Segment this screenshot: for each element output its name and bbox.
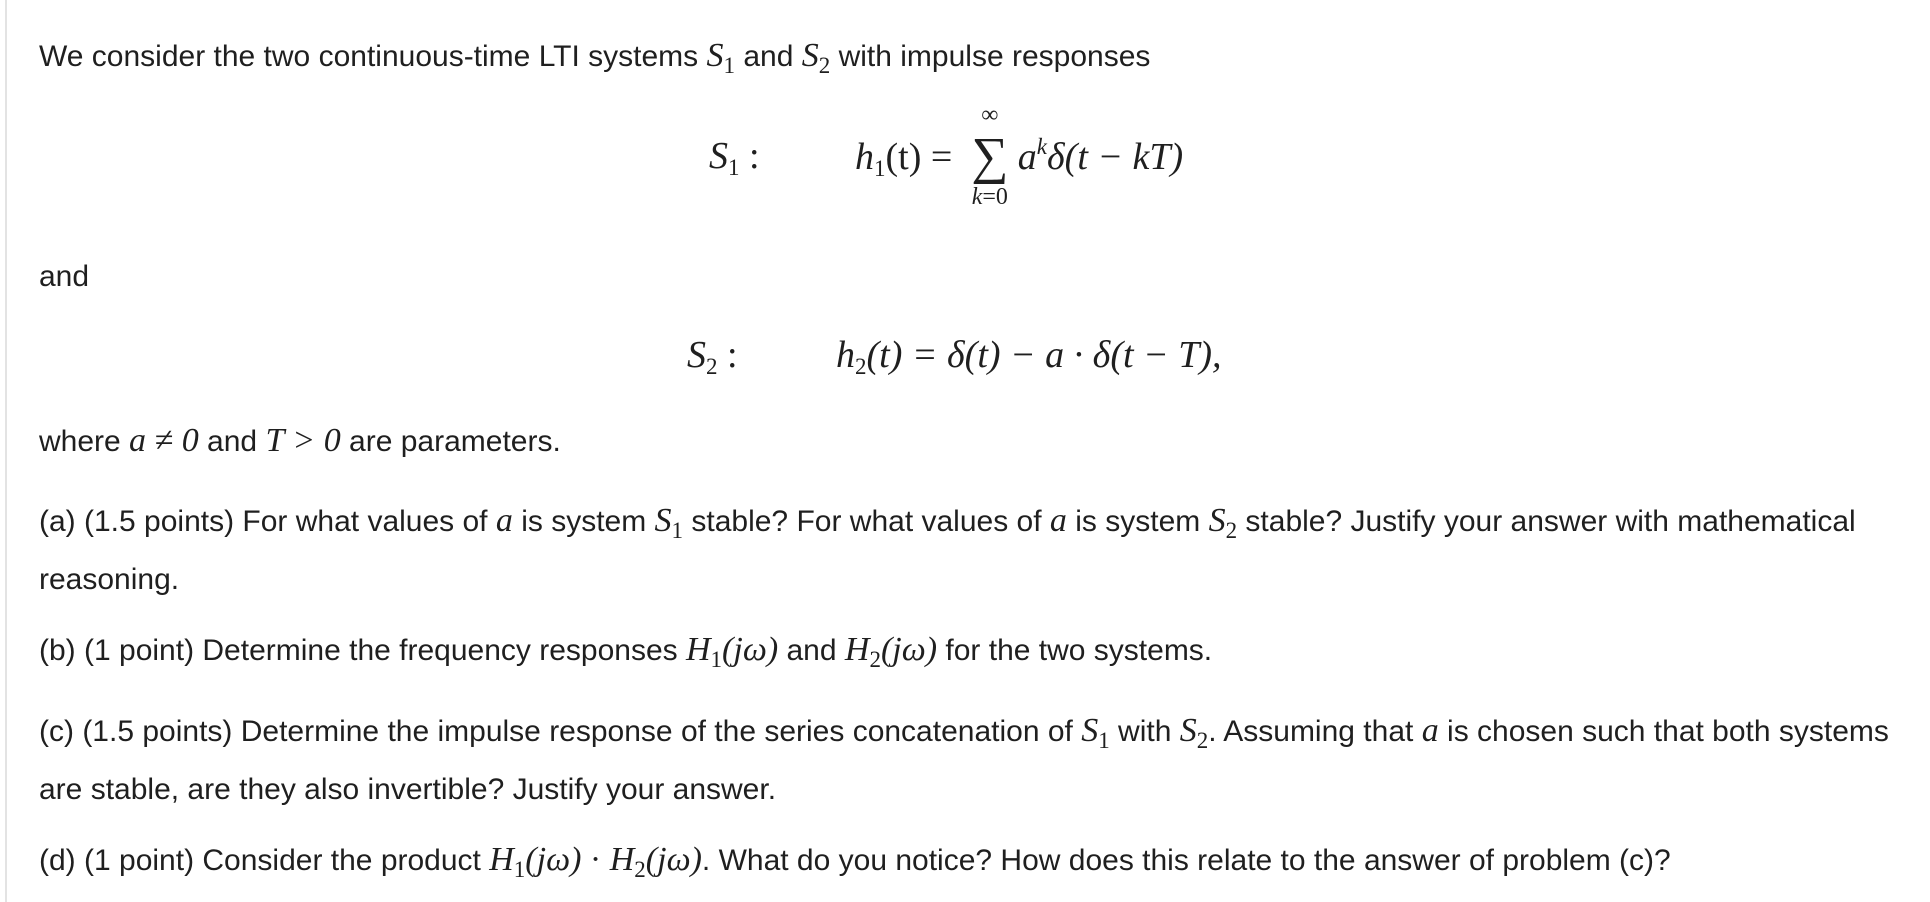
equation-2-label: $S_2$ : (687, 334, 738, 379)
intro-text-and: and (735, 40, 802, 73)
part-d-paragraph: (d) (1 point) Consider the product $H_1(j\omega) \cdot H_2(j\omega)$. What do you notice? How does this relate to the answer of problem (c)? (39, 841, 1671, 882)
math-s1: $S_1$ (706, 37, 735, 78)
and-text: and (39, 260, 90, 293)
intro-text-end: with impulse responses (830, 40, 1151, 73)
where-paragraph: where a ≠ 0 and T > 0 are parameters. (39, 422, 561, 459)
math-s2: $S_2$ (801, 37, 831, 78)
equation-2: $h_2(t) = \delta(t) - a \cdot \delta(t - T)$, (836, 334, 1222, 379)
part-a-paragraph: (a) (1.5 points) For what values of a is system $S_1$ stable? For what values of a is system $S_2$ stable? Justify your answer with mathematical reasoning. (39, 502, 1856, 596)
summation: ∞ ∑ k=0 (971, 102, 1009, 210)
part-c-paragraph: (c) (1.5 points) Determine the impulse response of the series concatenation of $S_1$ with $S_2$. Assuming that a is chosen such that both systems are stable, are they also invertible? Justify your answer. (39, 712, 1889, 806)
part-b-paragraph: (b) (1 point) Determine the frequency responses $H_1(j\omega)$ and $H_2(j\omega)$ for the two systems. (39, 631, 1213, 672)
left-border (5, 0, 7, 902)
equation-1-label: $S_1$ : (709, 135, 760, 180)
intro-text: We consider the two continuous-time LTI systems (39, 40, 707, 73)
intro-paragraph (39, 31, 1150, 90)
equation-1: $h_1(t)$ = ∞ ∑ k=0 $a^k\delta(t - kT)$ (855, 102, 1184, 210)
math-a-nonzero: a ≠ 0 (129, 422, 199, 459)
math-t-positive: T > 0 (265, 422, 341, 459)
